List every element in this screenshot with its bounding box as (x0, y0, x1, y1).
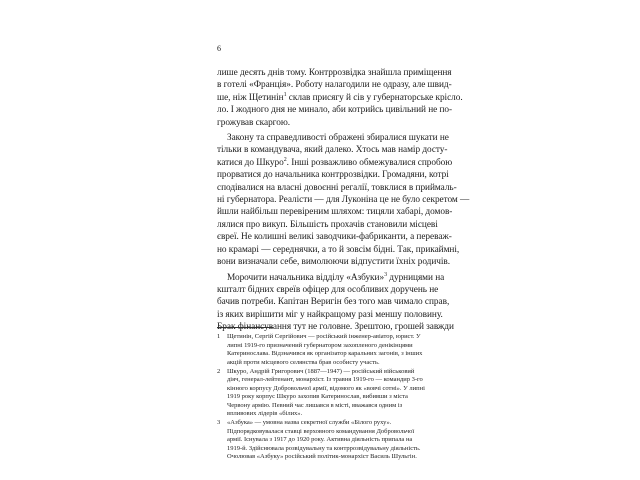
text-line: ні губернатора. Реалісти — для Луконіна це не було секретом — (217, 195, 470, 206)
footnote-number: 1 (217, 333, 221, 340)
page-number: 6 (217, 44, 221, 53)
footnote-divider (217, 327, 273, 328)
text-segment: катися до Шкуро (217, 157, 284, 168)
text-line: грожував скаргою. (217, 117, 290, 128)
text-segment: дурницями на (387, 272, 445, 283)
text-line (217, 271, 445, 284)
footnote-text: Щетинін, Сергій Сергійович — російський інженер-авіатор, юрист. У липні 1919-го призначений губернатором захопленого денікінцями Катеринослава. Відзначився як організатор каральних загонів, з інших акцій проти місцевого селянства брав особисту участь. (227, 333, 423, 366)
text-line: вони визначали себе, вимолюючи відпустити їхніх родичів. (217, 257, 451, 268)
footnote (217, 368, 425, 419)
main-text (217, 67, 470, 334)
text-line: кшталт бідних євреїв офіцер для особливих доручень не (217, 284, 439, 295)
footnote-ref[interactable]: 1 (283, 91, 287, 98)
text-line: із яких вирішити міг у найкращому разі меншу половину. (217, 309, 443, 320)
text-segment: Морочити начальника відділу «Азбуки» (227, 272, 385, 283)
paragraph (217, 132, 470, 268)
text-line: євреї. Не колишні великі заводчики-фабриканти, а переваж- (217, 232, 452, 243)
text-line (217, 91, 463, 104)
paragraph (217, 271, 454, 334)
text-segment: склав присягу й сів у губернаторське крісло. (286, 92, 463, 103)
text-line: Закону та справедливості ображені збиралися шукати не (227, 133, 449, 144)
text-line: тільки в командувача, який далеко. Хтось мав намір досту- (217, 145, 448, 156)
footnote-text: Шкуро, Андрій Григорович (1887—1947) — російський військовий діяч, генерал-лейтенант, монархіст. Із травня 1919-го — командир 3-го кінного корпусу Добровольчої армії, відомого як «вовчі сотні». У липні 1919 року корпус Шкуро захопив Катеринослав, вибивши з міста Червону армію. Певний час лишався в місті, вважався одним із впливових лідерів «білих». (227, 367, 425, 417)
text-line: но крамарі — середнячки, а то й зовсім бідні. Так, прикаймні, (217, 244, 460, 255)
footnote-number: 3 (217, 419, 221, 426)
text-line: бачив потреби. Капітан Веригін без того мав чимало справ, (217, 297, 450, 308)
text-segment: . Інші розважливо обмежувалися спробою (286, 157, 453, 168)
text-line: сподівалися на власні довоєнні регалії, товклися в приймаль- (217, 182, 457, 193)
text-line: лялися про викуп. Більшість прохачів становили місцеві (217, 219, 438, 230)
text-line: ло. І жодного дня не минало, аби котрийсь цивільний не по- (217, 105, 453, 116)
paragraph (217, 67, 463, 129)
footnotes (217, 333, 425, 462)
footnote-number: 2 (217, 367, 221, 375)
footnote (217, 419, 425, 462)
footnote-ref[interactable]: 3 (384, 271, 388, 278)
text-line: йшли найбільш перевіреним шляхом: тицяли хабарі, домов- (217, 207, 453, 218)
text-line: в готелі «Франція». Роботу налагодили не одразу, але швид- (217, 80, 452, 91)
footnote-ref[interactable]: 2 (283, 156, 287, 163)
footnote (217, 333, 425, 367)
text-line (217, 156, 453, 169)
footnote-text: «Азбука» — умовна назва секретної служби «Білого руху». Підпорядковувалася ставці верховного командування Добровольчої армії. Існувала з 1917 до 1920 року. Активна діяльність припала на 1919-й. Здійснювала розвідувальну та контррозвідувальну діяльність. Очолював «Азбуку» російський політик-монархіст Василь Шульгін. (227, 419, 421, 460)
text-line: Брак фінансування тут не головне. Зрештою, грошей завжди (217, 322, 454, 333)
text-line: прорватися до начальника контррозвідки. Громадяни, котрі (217, 170, 449, 181)
text-line: лише десять днів тому. Контррозвідка знайшла приміщення (217, 68, 452, 78)
text-segment: ше, ніж Щетинін (217, 92, 284, 103)
